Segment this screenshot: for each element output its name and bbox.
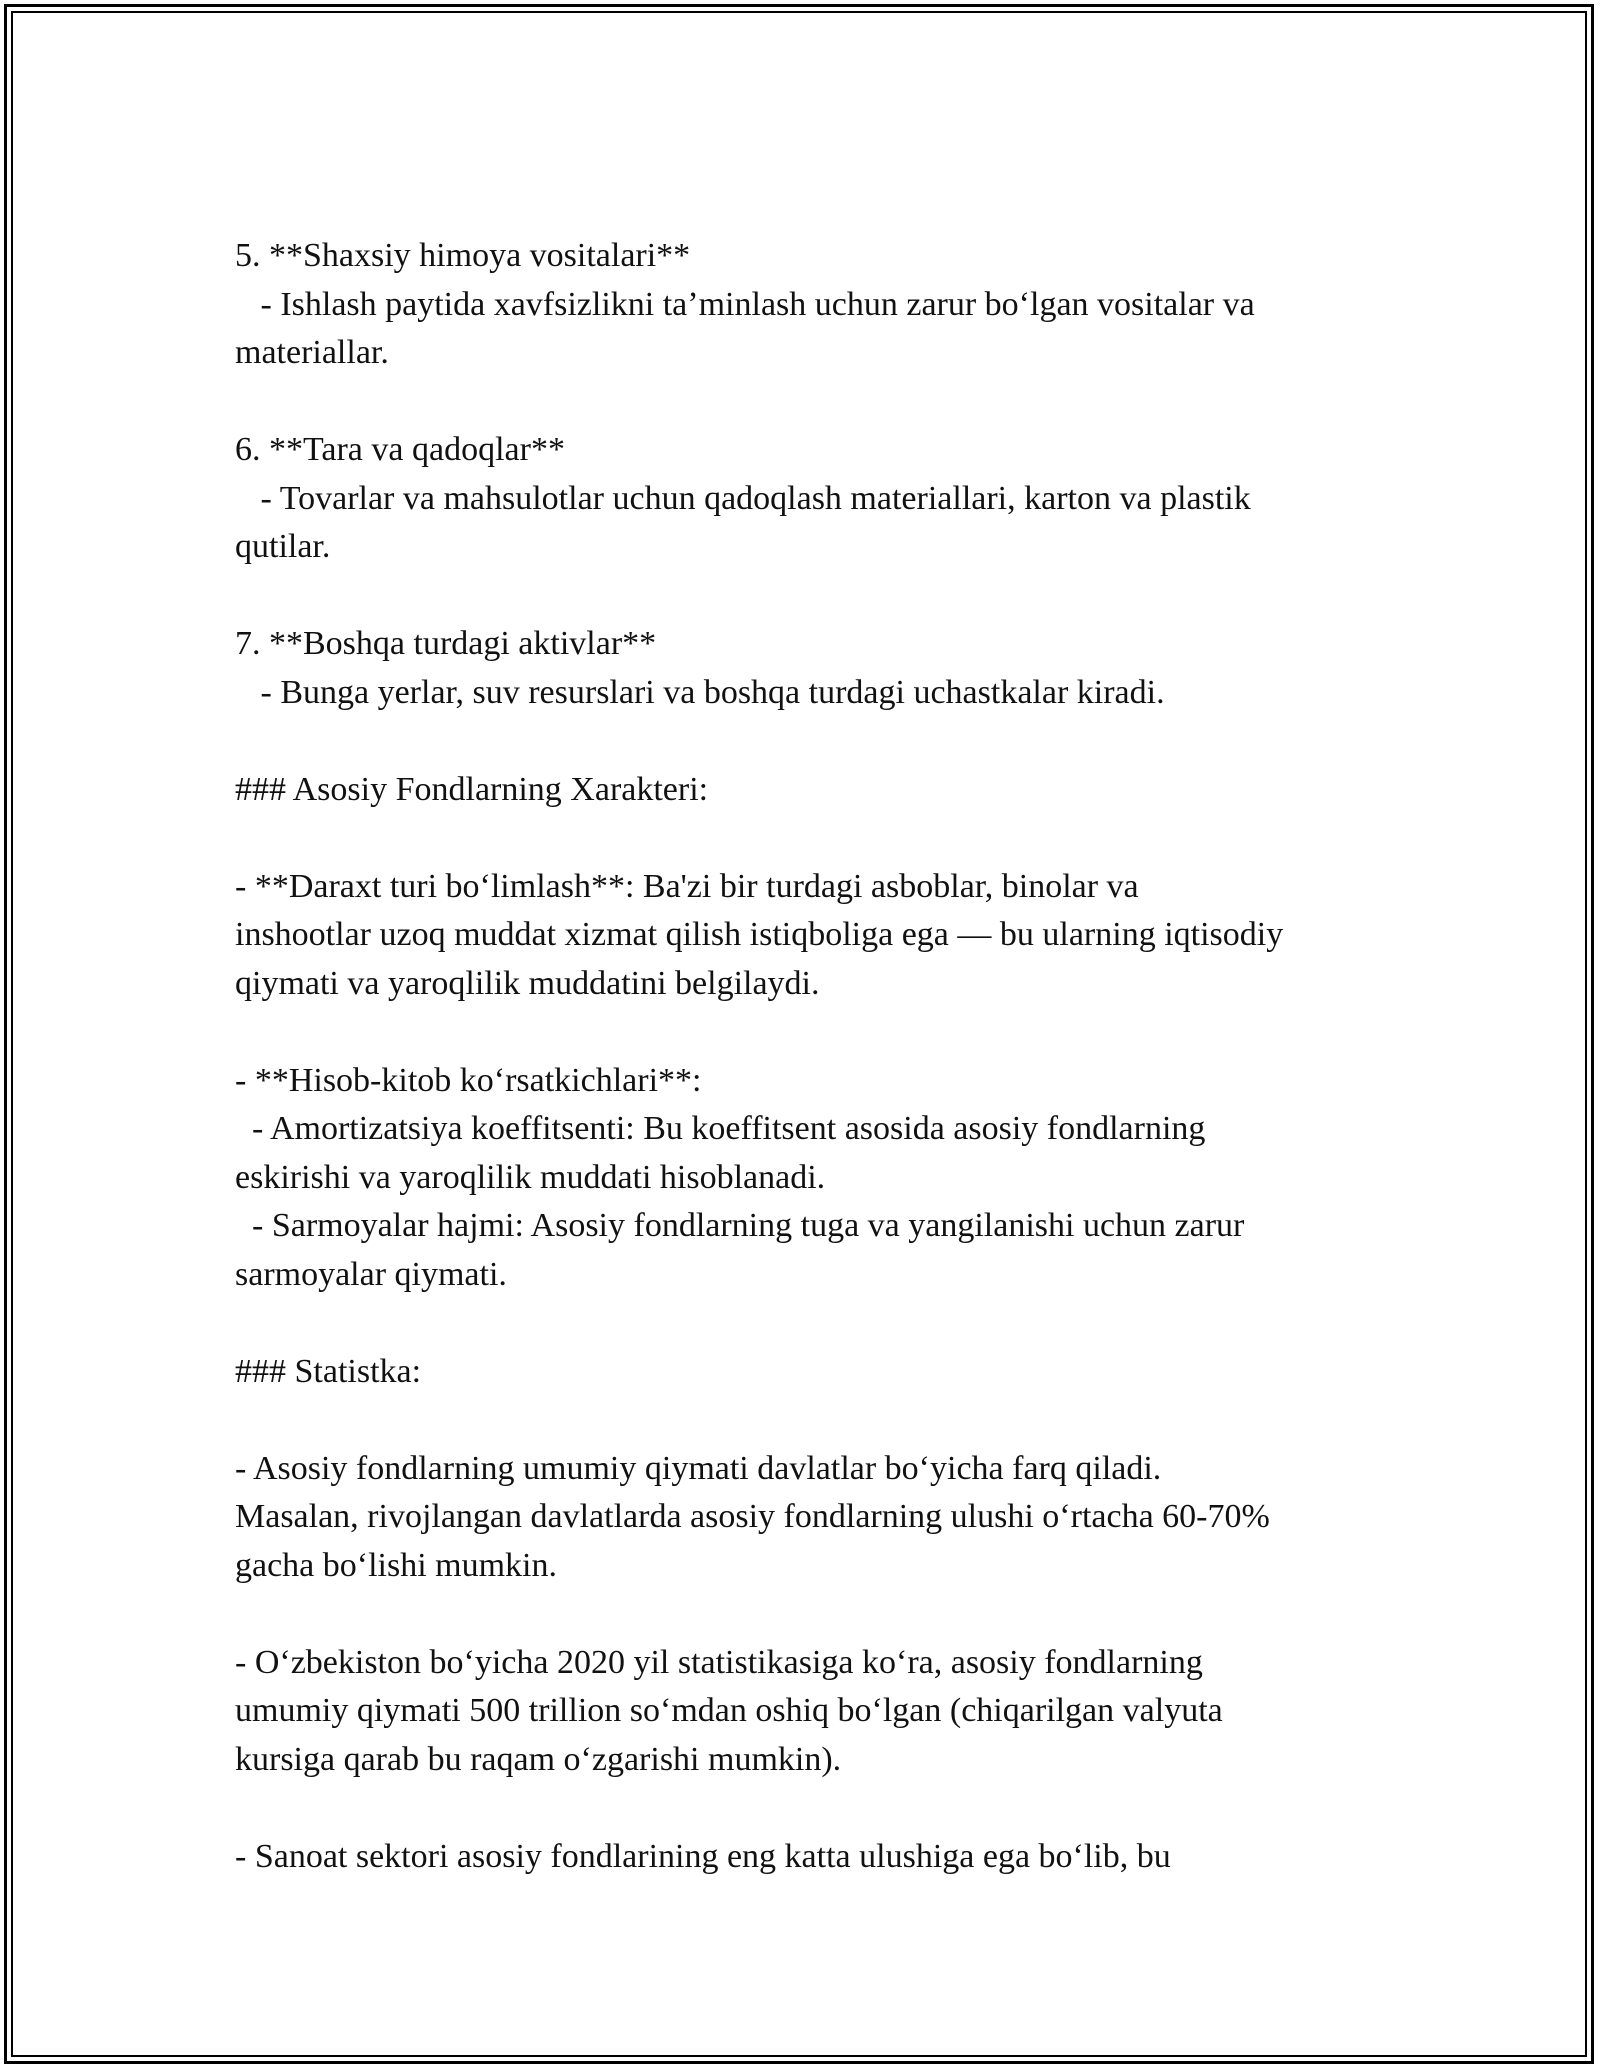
- text-line: - **Hisob-kitob koʻrsatkichlari**:: [235, 1061, 702, 1099]
- blank-line: [235, 378, 1375, 427]
- text-line: qutilar.: [235, 528, 331, 565]
- text-line: gacha boʻlishi mumkin.: [235, 1546, 558, 1584]
- text-line: - Bunga yerlar, suv resurslari va boshqa turdagi uchastkalar kiradi.: [235, 673, 1165, 711]
- section-heading: ### Statistka:: [235, 1352, 422, 1390]
- blank-line: [235, 1590, 1375, 1639]
- blank-line: [235, 1784, 1375, 1833]
- text-line: - **Daraxt turi boʻlimlash**: Ba'zi bir turdagi asboblar, binolar va: [235, 867, 1139, 905]
- section-heading: ### Asosiy Fondlarning Xarakteri:: [235, 770, 709, 808]
- text-line: Masalan, rivojlangan davlatlarda asosiy fondlarning ulushi oʻrtacha 60-70%: [235, 1498, 1270, 1535]
- blank-line: [235, 1008, 1375, 1057]
- blank-line: [235, 1299, 1375, 1348]
- text-line: qiymati va yaroqlilik muddatini belgilaydi.: [235, 964, 820, 1002]
- text-line: sarmoyalar qiymati.: [235, 1255, 507, 1293]
- text-line: - Ishlash paytida xavfsizlikni taʼminlash uchun zarur boʻlgan vositalar va: [235, 285, 1255, 323]
- text-line: - Sanoat sektori asosiy fondlarining eng katta ulushiga ega boʻlib, bu: [235, 1837, 1171, 1875]
- blank-line: [235, 814, 1375, 863]
- text-line: 6. **Tara va qadoqlar**: [235, 431, 565, 468]
- text-line: umumiy qiymati 500 trillion soʻmdan oshiq boʻlgan (chiqarilgan valyuta: [235, 1692, 1223, 1729]
- text-line: kursiga qarab bu raqam oʻzgarishi mumkin).: [235, 1740, 842, 1778]
- text-line: materiallar.: [235, 334, 389, 371]
- text-line: 5. **Shaxsiy himoya vositalari**: [235, 237, 691, 274]
- text-line: 7. **Boshqa turdagi aktivlar**: [235, 625, 657, 662]
- blank-line: [235, 572, 1375, 621]
- document-body: [235, 232, 1375, 1881]
- text-line: - Asosiy fondlarning umumiy qiymati davlatlar boʻyicha farq qiladi.: [235, 1449, 1162, 1487]
- text-line: - Amortizatsiya koeffitsenti: Bu koeffitsent asosida asosiy fondlarning: [235, 1110, 1206, 1147]
- text-line: eskirishi va yaroqlilik muddati hisoblanadi.: [235, 1158, 826, 1196]
- text-line: inshootlar uzoq muddat xizmat qilish istiqboliga ega — bu ularning iqtisodiy: [235, 916, 1284, 953]
- text-line: - Tovarlar va mahsulotlar uchun qadoqlash materiallari, karton va plastik: [235, 479, 1251, 517]
- blank-line: [235, 717, 1375, 766]
- blank-line: [235, 1396, 1375, 1445]
- text-line: - Sarmoyalar hajmi: Asosiy fondlarning tuga va yangilanishi uchun zarur: [235, 1207, 1245, 1244]
- text-line: - Oʻzbekiston boʻyicha 2020 yil statistikasiga koʻra, asosiy fondlarning: [235, 1643, 1203, 1681]
